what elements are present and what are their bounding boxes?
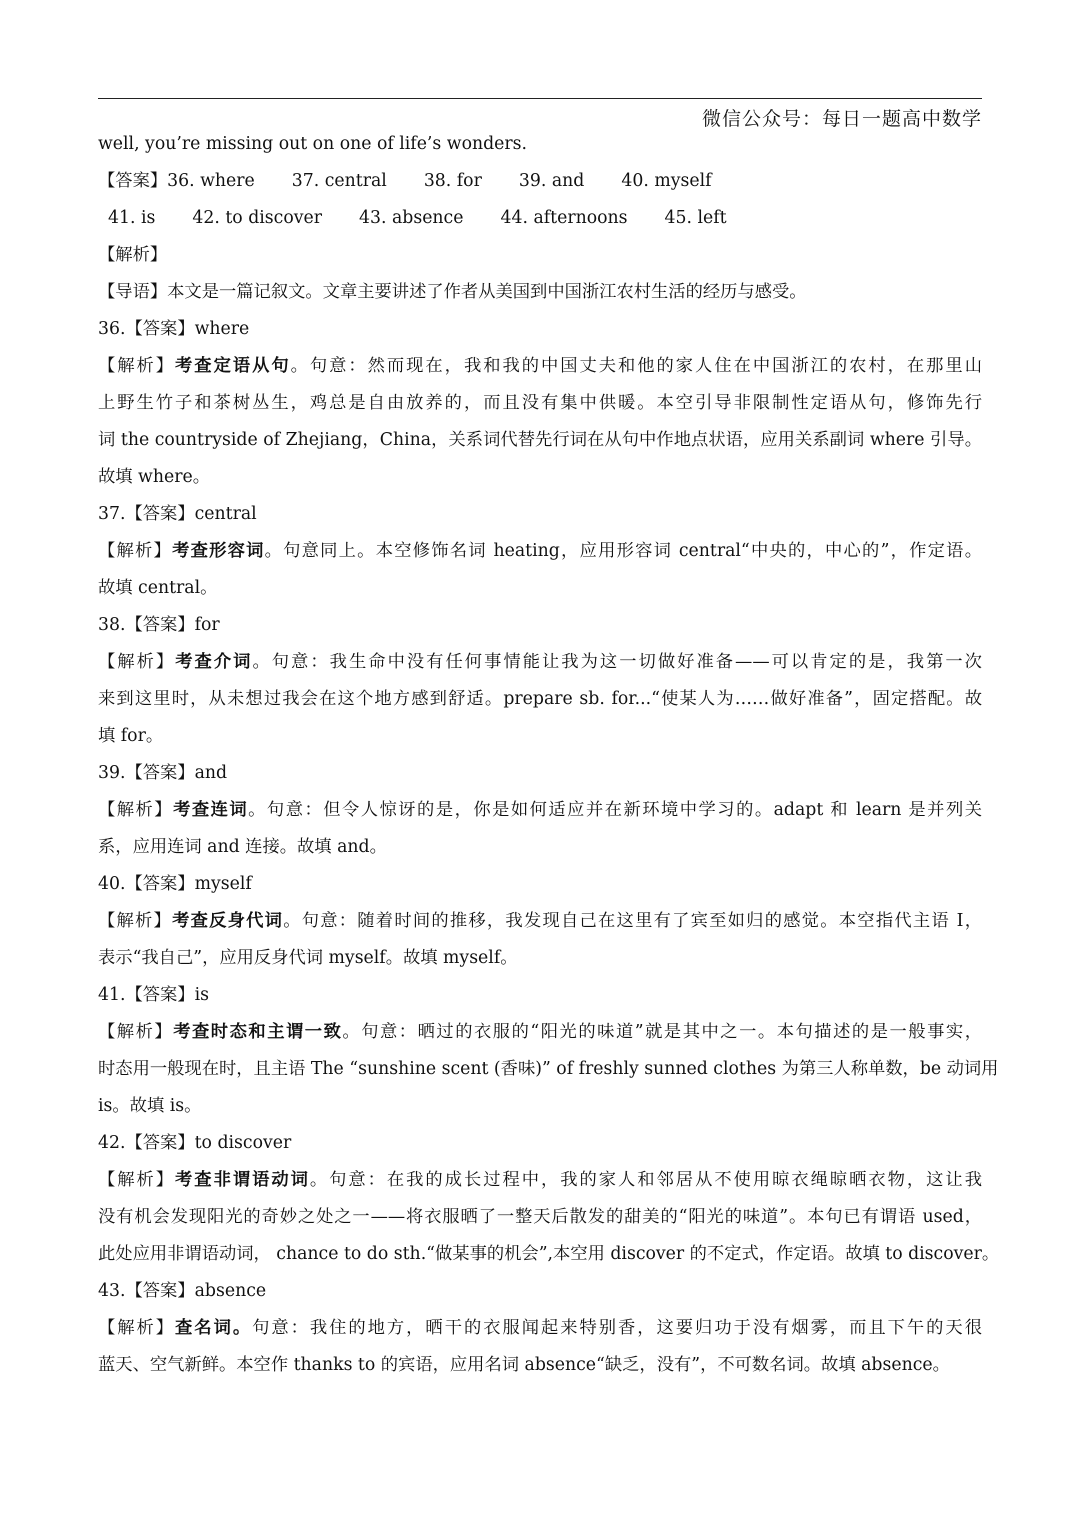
answer-item: 39. and [518,171,585,191]
grammar-point: 考查连词 [173,800,249,820]
header-wechat-text: 微信公众号：每日一题高中数学 [701,108,982,130]
item-40-answer: 40.【答案】myself [98,874,252,894]
jiexi-tag: 【解析】 [98,1022,174,1042]
answer-key-row-1 [98,163,982,200]
answer-item: 45. left [664,208,727,228]
item-41-line: 时态用一般现在时，且主语 The “sunshine scent (香味)” of freshly sunned clothes 为第三人称单数，be 动词用 [98,1059,999,1079]
answer-item: 44. afternoons [500,208,628,228]
item-42-line: 此处应用非谓语动词， chance to do sth.“做某事的机会”,本空用 discover 的不定式，作定语。故填 to discover。 [98,1244,1000,1264]
explanation-text: 。句意：我生命中没有任何事情能让我为这一切做好准备——可以肯定的是，我第一次 [252,652,982,672]
explanation-text: 。句意同上。本空修饰名词 heating，应用形容词 central“中央的，中心的”，作定语。 [264,541,982,561]
intro-line: well, you’re missing out on one of life’s wonders. [98,134,528,154]
item-37-line [98,533,982,570]
answer-item: 38. for [423,171,482,191]
item-39-line [98,792,982,829]
item-41-line [98,1014,982,1051]
jiexi-tag: 【解析】 [98,800,174,820]
item-43-line: 蓝天、空气新鲜。本空作 thanks to 的宾语，应用名词 absence“缺乏，没有”，不可数名词。故填 absence。 [98,1355,950,1375]
explanation-text: 。句意：随着时间的推移，我发现自己在这里有了宾至如归的感觉。本空指代主语 I， [283,911,982,931]
item-40-line [98,903,982,940]
item-39-answer: 39.【答案】and [98,763,228,783]
jiexi-tag: 【解析】 [98,652,176,672]
grammar-point: 考查非谓语动词 [175,1170,310,1190]
grammar-point: 考查时态和主谓一致 [173,1022,343,1042]
item-36-line: 故填 where。 [98,467,210,487]
item-38-answer: 38.【答案】for [98,615,220,635]
item-37-answer: 37.【答案】central [98,504,257,524]
jiexi-tag: 【解析】 [98,1170,176,1190]
grammar-point: 考查形容词 [172,541,265,561]
item-39-line: 系，应用连词 and 连接。故填 and。 [98,837,387,857]
jiexi-tag: 【解析】 [98,541,173,561]
explanation-text: 。句意：晒过的衣服的“阳光的味道”就是其中之一。本句描述的是一般事实， [342,1022,982,1042]
grammar-point: 查名词。 [175,1318,253,1338]
answer-item: 43. absence [358,208,464,228]
item-38-line: 填 for。 [98,726,164,746]
grammar-point: 考查反身代词 [172,911,284,931]
answer-item: 36. where [167,171,255,191]
item-42-answer: 42.【答案】to discover [98,1133,292,1153]
answer-item: 37. central [291,171,387,191]
item-36-line: 上野生竹子和茶树丛生，鸡总是自由放养的，而且没有集中供暖。本空引导非限制性定语从句，修饰先行 [98,393,982,413]
answer-item: 41. is [108,208,156,228]
item-38-line: 来到这里时，从未想过我会在这个地方感到舒适。prepare sb. for...“使某人为……做好准备”，固定搭配。故 [98,689,982,709]
answer-item: 42. to discover [192,208,322,228]
explanation-text: 。句意：然而现在，我和我的中国丈夫和他的家人住在中国浙江的农村，在那里山 [290,356,982,376]
grammar-point: 考查定语从句 [175,356,291,376]
item-41-line: is。故填 is。 [98,1096,202,1116]
explanation-text: 。句意：在我的成长过程中，我的家人和邻居从不使用晾衣绳晾晒衣物，这让我 [309,1170,982,1190]
header-rule [98,98,982,99]
item-42-line [98,1162,982,1199]
item-38-line [98,644,982,681]
item-36-line: 词 the countryside of Zhejiang，China，关系词代替先行词在从句中作地点状语，应用关系副词 where 引导。 [98,430,982,450]
item-36-answer: 36.【答案】where [98,319,250,339]
item-37-line: 故填 central。 [98,578,218,598]
explanation-text: 。句意：但令人惊讶的是，你是如何适应并在新环境中学习的。adapt 和 learn 是并列关 [248,800,982,820]
daoyu-line: 【导语】本文是一篇记叙文。文章主要讲述了作者从美国到中国浙江农村生活的经历与感受。 [98,282,807,302]
item-41-answer: 41.【答案】is [98,985,210,1005]
jiexi-tag: 【解析】 [98,1318,176,1338]
grammar-point: 考查介词 [175,652,253,672]
page-content [98,126,1000,1384]
jiexi-heading: 【解析】 [98,245,168,265]
item-36-line [98,348,982,385]
jiexi-tag: 【解析】 [98,911,173,931]
answer-label: 【答案】 [98,171,168,191]
item-43-line [98,1310,982,1347]
item-43-answer: 43.【答案】absence [98,1281,267,1301]
answer-key-row-2 [98,200,982,237]
answer-item: 40. myself [621,171,712,191]
jiexi-tag: 【解析】 [98,356,176,376]
explanation-text: 句意：我住的地方，晒干的衣服闻起来特别香，这要归功于没有烟雾，而且下午的天很 [252,1318,982,1338]
item-42-line: 没有机会发现阳光的奇妙之处之一——将衣服晒了一整天后散发的甜美的“阳光的味道”。本句已有谓语 used， [98,1207,982,1227]
item-40-line: 表示“我自己”，应用反身代词 myself。故填 myself。 [98,948,518,968]
